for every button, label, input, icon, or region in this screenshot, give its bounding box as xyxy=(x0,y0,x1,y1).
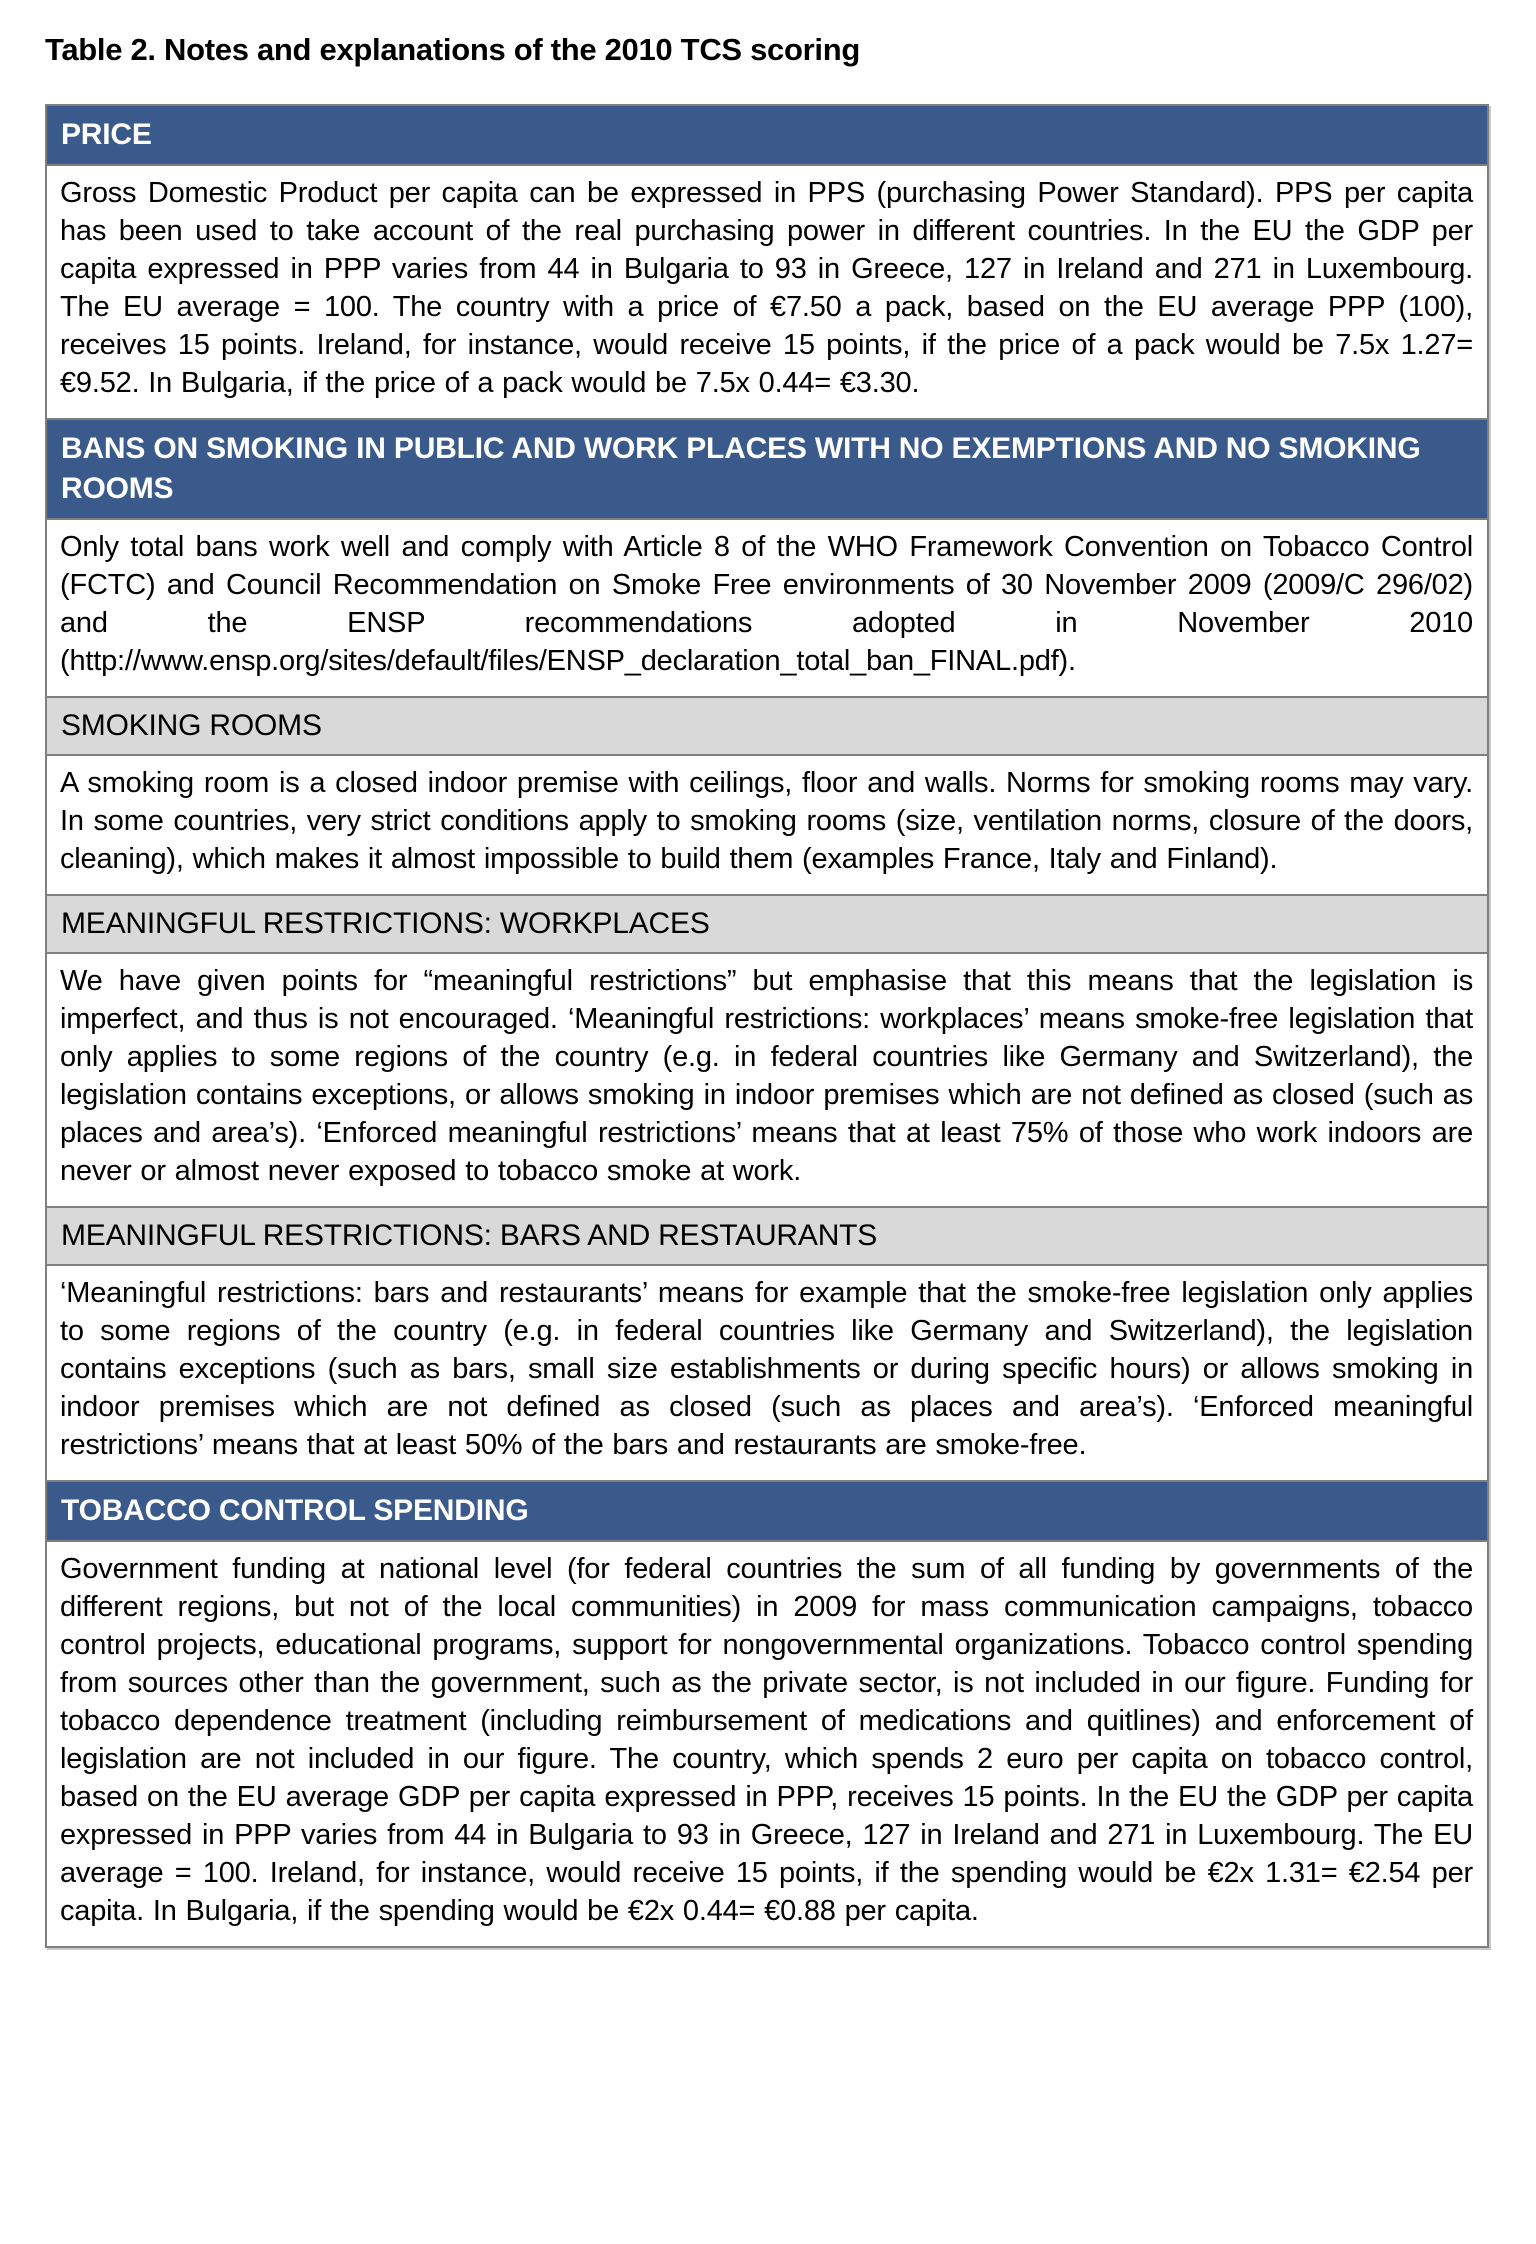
section-body-restrictions-workplaces: We have given points for “meaningful restrictions” but emphasise that this means that the legislation is imperfect, and thus is not encouraged. ‘Meaningful restrictions: workplaces’ means smoke-free legislation that only applies to some regions of the country (e.g. in federal countries like Germany and Switzerland), the legislation contains exceptions, or allows smoking in indoor premises which are not defined as closed (such as places and area’s). ‘Enforced meaningful restrictions’ means that at least 75% of those who work indoors are never or almost never exposed to tobacco smoke at work. xyxy=(47,952,1487,1206)
table-caption: Table 2. Notes and explanations of the 2010 TCS scoring xyxy=(45,32,860,67)
section-heading-restrictions-workplaces: MEANINGFUL RESTRICTIONS: WORKPLACES xyxy=(47,894,1487,952)
section-heading-restrictions-bars-restaurants: MEANINGFUL RESTRICTIONS: BARS AND RESTAURANTS xyxy=(47,1206,1487,1264)
section-body-tobacco-control-spending: Government funding at national level (for federal countries the sum of all funding by governments of the different regions, but not of the local communities) in 2009 for mass communication campaigns, tobacco control projects, educational programs, support for nongovernmental organizations. Tobacco control spending from sources other than the government, such as the private sector, is not included in our figure. Funding for tobacco dependence treatment (including reimbursement of medications and quitlines) and enforcement of legislation are not included in our figure. The country, which spends 2 euro per capita on tobacco control, based on the EU average GDP per capita expressed in PPP, receives 15 points. In the EU the GDP per capita expressed in PPP varies from 44 in Bulgaria to 93 in Greece, 127 in Ireland and 271 in Luxembourg. The EU average = 100. Ireland, for instance, would receive 15 points, if the spending would be €2x 1.31= €2.54 per capita. In Bulgaria, if the spending would be €2x 0.44= €0.88 per capita. xyxy=(47,1540,1487,1946)
notes-table xyxy=(45,104,1489,1948)
section-body-smoking-rooms: A smoking room is a closed indoor premise with ceilings, floor and walls. Norms for smoking rooms may vary. In some countries, very strict conditions apply to smoking rooms (size, ventilation norms, closure of the doors, cleaning), which makes it almost impossible to build them (examples France, Italy and Finland). xyxy=(47,754,1487,894)
section-heading-smoking-bans: BANS ON SMOKING IN PUBLIC AND WORK PLACES WITH NO EXEMPTIONS AND NO SMOKING ROOMS xyxy=(47,418,1487,518)
section-body-price: Gross Domestic Product per capita can be expressed in PPS (purchasing Power Standard). PPS per capita has been used to take account of the real purchasing power in different countries. In the EU the GDP per capita expressed in PPP varies from 44 in Bulgaria to 93 in Greece, 127 in Ireland and 271 in Luxembourg. The EU average = 100. The country with a price of €7.50 a pack, based on the EU average PPP (100), receives 15 points. Ireland, for instance, would receive 15 points, if the price of a pack would be 7.5x 1.27= €9.52. In Bulgaria, if the price of a pack would be 7.5x 0.44= €3.30. xyxy=(47,164,1487,418)
section-body-restrictions-bars-restaurants: ‘Meaningful restrictions: bars and restaurants’ means for example that the smoke-free legislation only applies to some regions of the country (e.g. in federal countries like Germany and Switzerland), the legislation contains exceptions (such as bars, small size establishments or during specific hours) or allows smoking in indoor premises which are not defined as closed (such as places and area’s). ‘Enforced meaningful restrictions’ means that at least 50% of the bars and restaurants are smoke-free. xyxy=(47,1264,1487,1480)
section-heading-price: PRICE xyxy=(47,106,1487,164)
section-heading-smoking-rooms: SMOKING ROOMS xyxy=(47,696,1487,754)
section-heading-tobacco-control-spending: TOBACCO CONTROL SPENDING xyxy=(47,1480,1487,1540)
section-body-smoking-bans: Only total bans work well and comply with Article 8 of the WHO Framework Convention on Tobacco Control (FCTC) and Council Recommendation on Smoke Free environments of 30 November 2009 (2009/C 296/02) and the ENSP recommendations adopted in November 2010 (http://www.ensp.org/sites/default/files/ENSP_declaration_total_ban_FINAL.pdf). xyxy=(47,518,1487,696)
